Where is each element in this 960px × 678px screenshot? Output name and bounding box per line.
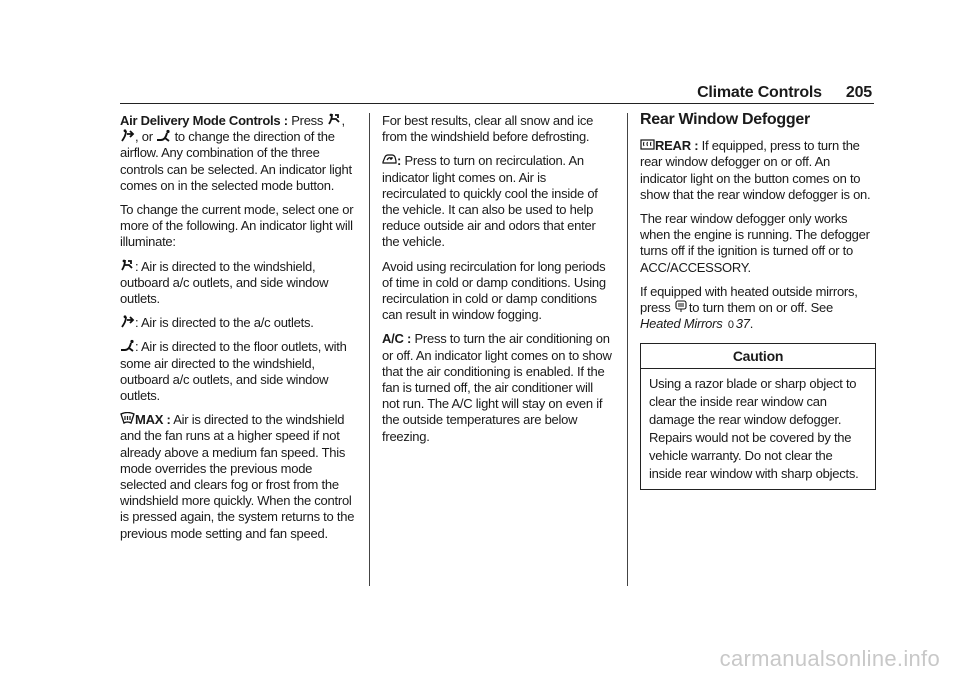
column-divider-1 [369,113,370,586]
panel-vent-paragraph [120,315,358,331]
watermark: carmanualsonline.info [719,646,940,671]
heated-mirrors-text-a: If equipped with heated outside mirrors, press [640,283,858,316]
caution-title: Caution [641,344,875,368]
rear-defogger-paragraph [640,138,876,203]
floor-vent-text: : Air is directed to the floor outlets, with some air directed to the windshield, outboard a/c outlets, and side window outlets. [120,339,347,404]
defrost-floor-vent-icon [327,113,342,126]
floor-vent-icon [120,339,135,352]
recirculation-warning-paragraph: Avoid using recirculation for long periods of time in cold or damp conditions. Using recirculation in cold or damp conditions can result in window fogging. [382,258,606,323]
or-text: or [141,129,153,145]
heated-mirrors-page[interactable]: 37 [735,316,750,332]
floor-vent-paragraph [120,339,358,404]
air-delivery-text: to change the direction of the airflow. Any combination of the three controls can be selected. An indicator light comes on in the selected mode button. [120,129,352,193]
column-2 [382,113,612,453]
rear-defogger-heading: Rear Window Defogger [640,111,810,128]
header-rule [120,103,874,104]
column-3 [640,113,876,490]
comma-1: , [341,113,345,128]
page-number: 205 [845,84,872,101]
recirculation-paragraph [382,153,612,250]
defrost-floor-text: : Air is directed to the windshield, outboard a/c outlets, and side window outlets. [120,258,329,307]
defrost-floor-paragraph [120,259,358,308]
max-label: MAX : [135,412,171,428]
rear-label: REAR : [655,138,699,154]
defrost-floor-vent-icon [120,259,135,272]
page-header [697,84,872,102]
comma-2: , [135,129,139,145]
max-text: Air is directed to the windshield and the fan runs at a higher speed if not already above a medium fan speed. This mode overrides the previous mode selected and clears fog or frost from the windshield more quickly. When the control is pressed again, the system returns to the previous mode setting and fan speed. [120,412,355,541]
page-ref-arrow: 0 [727,319,734,332]
panel-vent-icon [120,315,135,328]
section-title: Climate Controls [697,84,822,101]
recirculation-label: : [397,153,402,169]
recirculation-text: Press to turn on recirculation. An indicator light comes on. Air is recirculated to quickly cool the inside of the vehicle. It can also be used to help reduce outside air and odors that enter the vehicle. [382,153,598,250]
floor-vent-icon [156,129,171,142]
rear-text: If equipped, press to turn the rear window defogger on or off. An indicator light on the button comes on to show that the rear window defogger is on. [640,138,871,202]
air-delivery-paragraph [120,113,358,194]
defrost-tip-paragraph: For best results, clear all snow and ice from the windshield before defrosting. [382,113,594,145]
ac-paragraph [382,331,612,444]
ac-label: A/C : [382,331,412,347]
period: . [749,316,754,332]
panel-vent-icon [120,129,135,142]
rear-defog-icon [640,138,655,151]
recirculation-icon [382,153,397,166]
defogger-engine-paragraph: The rear window defogger only works when the engine is running. The defogger turns off if the ignition is turned off or to ACC/ACCESSORY. [640,211,870,275]
max-defrost-icon [120,412,135,425]
panel-vent-text: : Air is directed to the a/c outlets. [135,315,314,331]
mode-select-paragraph: To change the current mode, select one or more of the following. An indicator light will illuminate: [120,202,354,250]
heated-mirrors-paragraph [640,284,876,334]
column-1 [120,113,358,550]
press-text: Press [291,113,324,128]
caution-text: Using a razor blade or sharp object to clear the inside rear window can damage the rear window defogger. Repairs would not be covered by the vehicle warranty. Do not clear the inside rear window with sharp objects. [649,375,859,481]
column-divider-2 [627,113,628,586]
heated-mirror-icon [674,300,689,313]
caution-box [640,343,876,489]
heated-mirrors-text-b: to turn them on or off. See [688,300,833,316]
air-delivery-label: Air Delivery Mode Controls : [120,113,288,128]
heated-mirrors-link[interactable]: Heated Mirrors [640,316,723,332]
ac-text: Press to turn the air conditioning on or off. An indicator light comes on to show that the air conditioning is enabled. If the fan is turned off, the air conditioner will not run. The A/C light will stay on even if the outside temperatures are below freezing. [382,331,612,444]
max-defrost-paragraph [120,412,358,542]
